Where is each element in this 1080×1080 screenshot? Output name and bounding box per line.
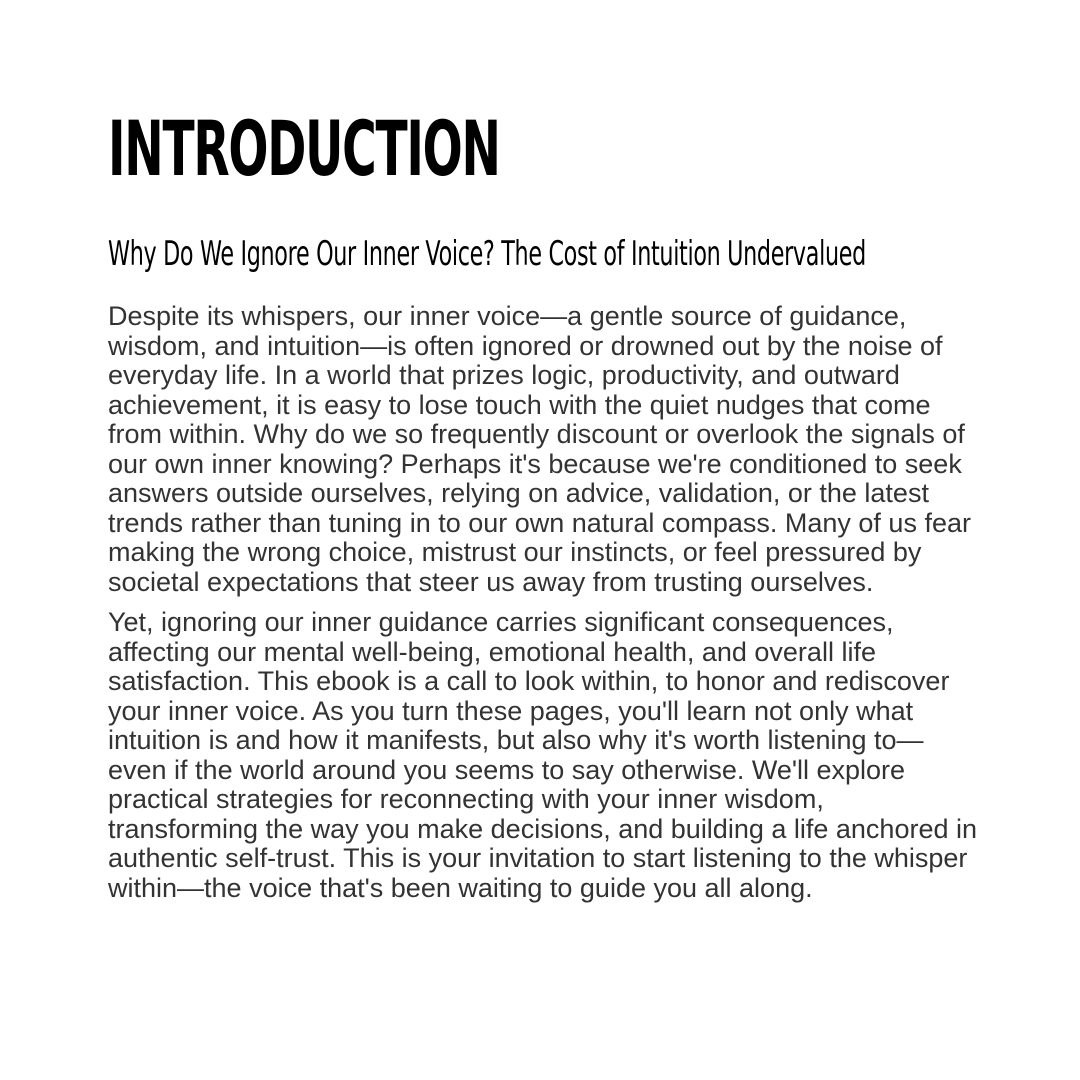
page-title: INTRODUCTION (108, 104, 500, 193)
body-text (108, 302, 978, 914)
paragraph: Despite its whispers, our inner voice—a gentle source of guidance, wisdom, and intuition—is often ignored or drowned out by the noise of everyday life. In a world that prizes logic, productivity, and outward achievement, it is easy to lose touch with the quiet nudges that come from within. Why do we so frequently discount or overlook the signals of our own inner knowing? Perhaps it's because we're conditioned to seek answers outside ourselves, relying on advice, validation, or the latest trends rather than tuning in to our own natural compass. Many of us fear making the wrong choice, mistrust our instincts, or feel pressured by societal expectations that steer us away from trusting ourselves. (108, 301, 971, 597)
paragraph: Yet, ignoring our inner guidance carries significant consequences, affecting our mental well-being, emotional health, and overall life satisfaction. This ebook is a call to look within, to honor and rediscover your inner voice. As you turn these pages, you'll learn not only what intuition is and how it manifests, but also why it's worth listening to—even if the world around you seems to say otherwise. We'll explore practical strategies for reconnecting with your inner wisdom, transforming the way you make decisions, and building a life anchored in authentic self-trust. This is your invitation to start listening to the whisper within—the voice that's been waiting to guide you all along. (108, 607, 977, 903)
document-page (108, 104, 978, 903)
section-subtitle: Why Do We Ignore Our Inner Voice? The Cost of Intuition Undervalued (108, 234, 866, 274)
